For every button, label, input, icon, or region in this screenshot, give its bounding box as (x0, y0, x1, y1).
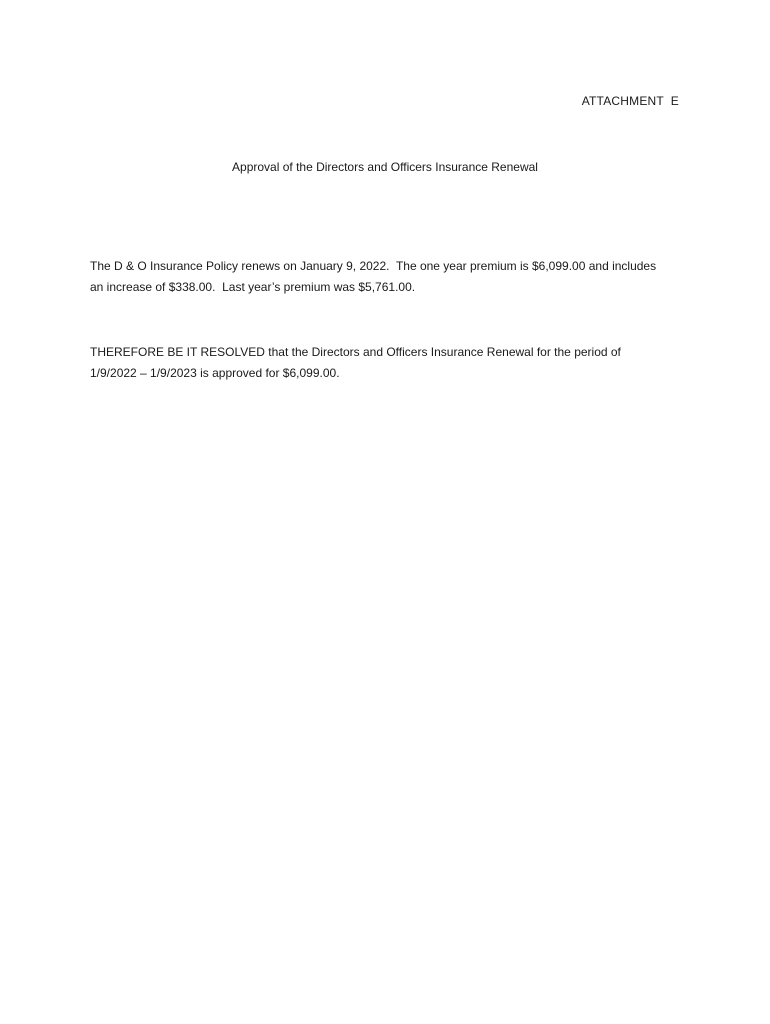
resolution-paragraph-line-1: THEREFORE BE IT RESOLVED that the Directors and Officers Insurance Renewal for the period of (90, 345, 621, 359)
resolution-paragraph-line-2: 1/9/2022 – 1/9/2023 is approved for $6,099.00. (90, 366, 340, 380)
premium-paragraph (90, 256, 690, 298)
premium-paragraph-line-1: The D & O Insurance Policy renews on January 9, 2022. The one year premium is $6,099.00 and includes (90, 259, 657, 273)
resolution-paragraph (90, 342, 690, 384)
premium-paragraph-line-2: an increase of $338.00. Last year’s premium was $5,761.00. (90, 280, 416, 294)
attachment-label: ATTACHMENT E (581, 94, 679, 108)
document-title: Approval of the Directors and Officers Insurance Renewal (232, 160, 538, 174)
